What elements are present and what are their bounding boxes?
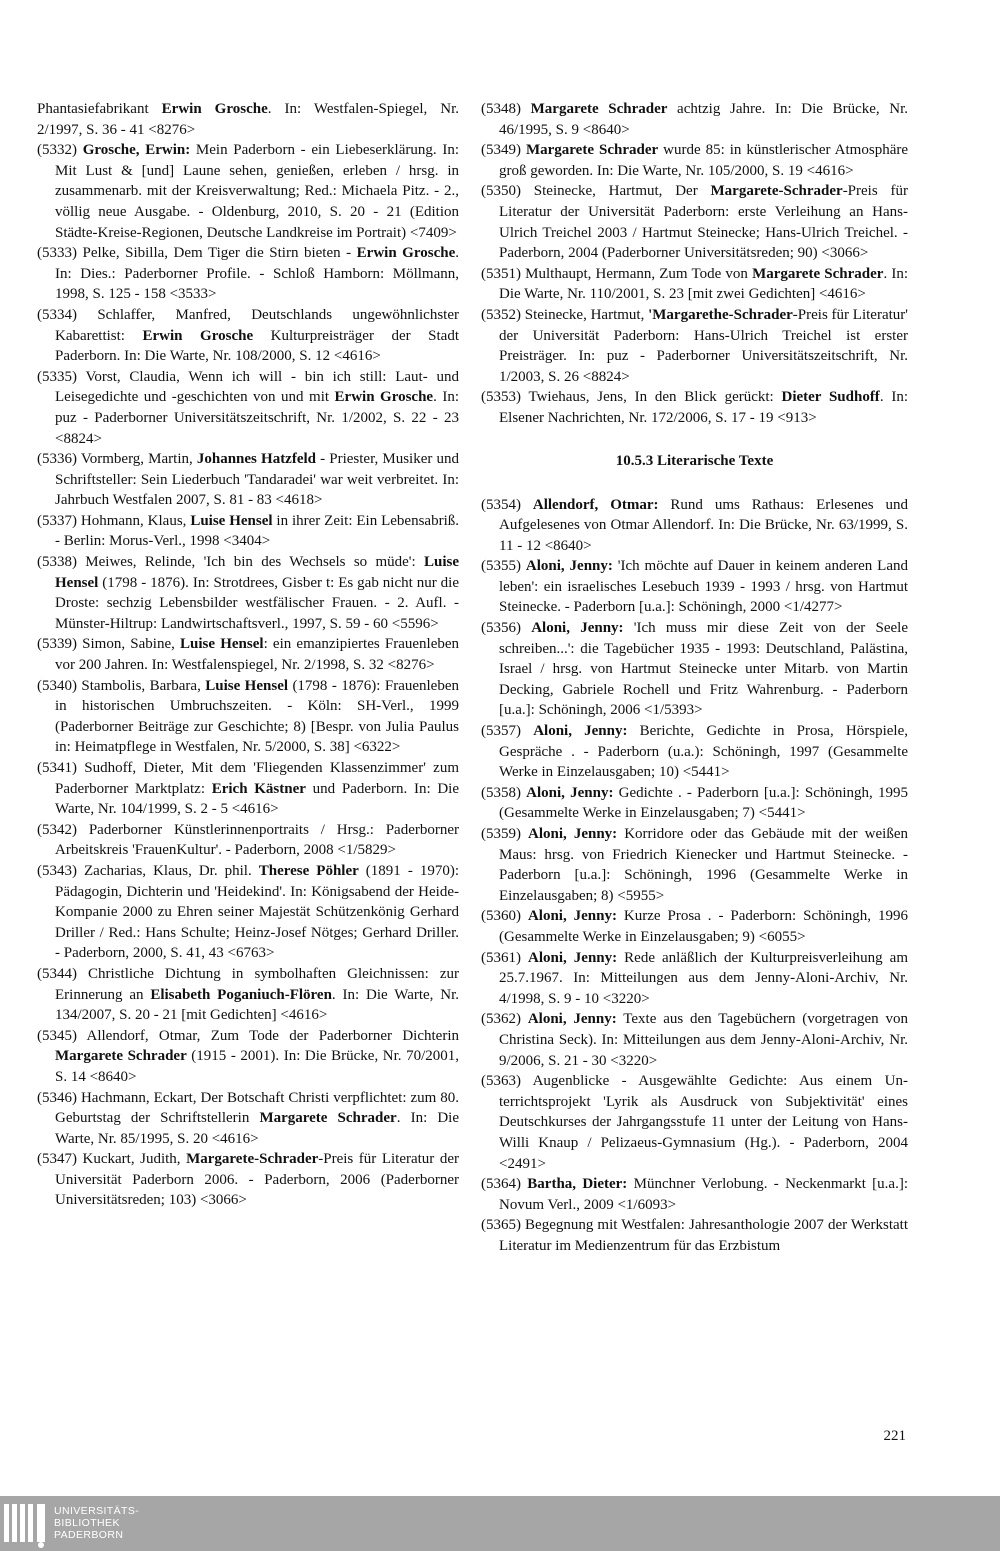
bibliography-entry	[481, 618, 908, 721]
bibliography-entry	[481, 1215, 908, 1256]
bibliography-entry	[481, 181, 908, 263]
entry-text: (5336) Vormberg, Martin,	[37, 451, 197, 468]
page-number: 221	[883, 1428, 906, 1444]
entry-text: (5354)	[481, 496, 533, 513]
bibliography-entry	[37, 243, 459, 305]
entry-text: : ein emanzipiertes Frauenleben vor 200 Jahren. In: Westfalenspiegel, Nr. 2/1998, S. 32 <8276>	[55, 636, 460, 674]
bibliography-entry	[37, 140, 459, 243]
entry-highlight: Erwin Grosche	[334, 389, 434, 406]
entry-text: (5351) Multhaupt, Hermann, Zum Tode von	[481, 265, 753, 282]
entry-highlight: Erwin Grosche	[142, 327, 254, 344]
bibliography-entry	[37, 552, 459, 634]
bibliography-entry	[481, 556, 908, 618]
bibliography-entry	[37, 1149, 459, 1211]
entry-highlight: 'Margarethe-Schrader	[648, 306, 793, 323]
library-logo	[4, 1504, 154, 1548]
entry-highlight: Margarete Schrader	[259, 1110, 397, 1127]
entry-text: Texte aus den Tagebüchern (vorgetragen von Christina Seck). In: Mitteilungen aus dem Jenny-Aloni-Archiv, Nr. 9/2006, S. 21 - 30 <3220>	[499, 1011, 908, 1069]
entry-text: achtzig Jahre. In: Die Brücke, Nr. 46/1995, S. 9 <8640>	[499, 101, 909, 138]
bibliography-entry	[481, 305, 908, 387]
bibliography-entry	[481, 387, 908, 428]
entry-highlight: Luise Hensel	[205, 677, 289, 694]
entry-highlight: Margarete Schrader	[530, 101, 668, 117]
entry-text: (5342) Paderborner Künstlerinnenportraits / Hrsg.: Paderborner Arbeitskreis 'FrauenKultur'. - Paderborn, 2008 <1/5829>	[37, 821, 459, 859]
bibliography-entry	[37, 634, 459, 675]
bibliography-entry	[37, 1026, 459, 1088]
entry-highlight: Aloni, Jenny:	[528, 949, 618, 966]
entry-text: (5338) Meiwes, Relinde, 'Ich bin des Wechsels so müde':	[37, 554, 424, 571]
entry-text: in ihrer Zeit: Ein Lebensabriß. - Berlin: Morus-Verl., 1998 <3404>	[55, 512, 459, 550]
logo-line-1: UNIVERSITÄTS-	[54, 1505, 140, 1517]
bibliography-entry	[37, 99, 459, 140]
bibliography-entry	[37, 758, 459, 820]
entry-highlight: Margarete Schrader	[55, 1048, 187, 1065]
entry-text: (5340) Stambolis, Barbara,	[37, 677, 206, 694]
entry-text: (5344) Christliche Dichtung in symbolhaften Gleichnissen: zur Erinnerung an	[37, 965, 459, 1003]
bibliography-entry	[481, 140, 908, 181]
bibliography-entry	[481, 495, 908, 557]
entry-text: (5333) Pelke, Sibilla, Dem Tiger die Stirn bieten -	[37, 245, 357, 262]
bibliography-entry	[37, 449, 459, 511]
entry-text: Gedichte . - Paderborn [u.a.]: Schöningh, 1995 (Gesammelte Werke in Einzelausgaben; 7) <5441>	[499, 784, 908, 822]
entry-text: Kulturpreisträger der Stadt Paderborn. In: Die Warte, Nr. 108/2000, S. 12 <4616>	[55, 327, 459, 365]
entry-highlight: Erwin Grosche	[356, 245, 456, 262]
entry-text: (5345) Allendorf, Otmar, Zum Tode der Paderborner Dichterin	[37, 1027, 459, 1044]
entry-highlight: Erich Kästner	[211, 780, 306, 797]
entry-text: (5361)	[481, 949, 529, 966]
bibliography-entry	[481, 721, 908, 783]
entry-highlight: Luise Hensel	[180, 636, 264, 653]
entry-highlight: Luise Hensel	[55, 554, 459, 591]
bibliography-entry	[481, 906, 908, 947]
entry-highlight: Bartha, Dieter:	[527, 1176, 628, 1193]
entry-text: (5359)	[481, 826, 529, 842]
entry-highlight: Grosche, Erwin:	[82, 142, 191, 159]
entry-text: (5358)	[481, 784, 527, 801]
left-column	[37, 99, 459, 1211]
entry-highlight: Margarete-Schrader	[186, 1151, 319, 1168]
entry-text: -Preis für Literatur der Universität Paderborn: erste Verleihung an Hans-Ulrich Treichel 2003 / Hartmut Steinecke; Hans-Ulrich Treichel. - Paderborn, 2004 (Paderborner Universitätsreden; 90) <3066>	[499, 183, 908, 262]
entry-highlight: Elisabeth Poganiuch-Flören	[150, 986, 332, 1003]
entry-highlight: Erwin Grosche	[161, 101, 268, 117]
entry-text: 'Ich muss mir diese Zeit von der Seele schreiben...': die Tagebücher 1935 - 1993: Deutschland, Palästina, Israel / hrsg. von Hartmut Steinecke unter Mitarb. von Martin Decking, Gabriele Rochell und Fritz Wahrenburg. - Paderborn [u.a.]: Schöningh, 2006 <1/5393>	[499, 620, 908, 719]
entry-highlight: Aloni, Jenny:	[527, 1011, 617, 1028]
entry-text: Rede anläßlich der Kulturpreisverleihung am 25.7.1967. In: Mitteilungen aus dem Jenny-Aloni-Archiv, Nr. 4/1998, S. 9 - 10 <3220>	[499, 949, 908, 1007]
entry-text: . In: puz - Paderborner Universitätszeitschrift, Nr. 1/2002, S. 22 - 23 <8824>	[55, 389, 459, 447]
entry-text: (5355)	[481, 558, 526, 575]
entry-text: 'Ich möchte auf Dauer in keinem anderen Land leben': ein israelisches Lesebuch 1939 - 1993 / hrsg. von Hartmut Steinecke. - Paderborn [u.a.]: Schöningh, 2000 <1/4277>	[499, 558, 908, 616]
right-column-bottom-entries	[481, 495, 908, 1257]
section-heading: 10.5.3 Literarische Texte	[615, 452, 774, 469]
entry-highlight: Aloni, Jenny:	[525, 558, 613, 575]
entry-highlight: Margarete Schrader	[525, 142, 659, 159]
entry-text: . In: Die Warte, Nr. 85/1995, S. 20 <4616>	[55, 1110, 459, 1147]
entry-text: (5357)	[481, 723, 534, 740]
footer-bar	[0, 1496, 1000, 1551]
entry-text: -Preis für Literatur der Universität Paderborn 2006. - Paderborn, 2006 (Paderborner Universitätsreden; 103) <3066>	[55, 1151, 459, 1209]
bibliography-entry	[481, 824, 908, 906]
entry-text: (5364)	[481, 1176, 528, 1193]
entry-text: (5332)	[37, 142, 83, 159]
entry-text: (5363) Augenblicke - Ausgewählte Gedichte: Aus einem Unterrichtsprojekt 'Lyrik als Ausdruck von Subjektivität' eines Deutschkurses der Jahrgangsstufe 11 unter der Leitung von Hans-Willi Knaup / Pelizaeus-Gymnasium (Hg.). - Paderborn, 2004 <2491>	[481, 1073, 908, 1172]
entry-text: und Paderborn. In: Die Warte, Nr. 104/1999, S. 2 - 5 <4616>	[55, 780, 459, 818]
entry-text: (5365) Begegnung mit Westfalen: Jahresanthologie 2007 der Werkstatt Literatur im Medienzentrum für das Erzbistum	[481, 1217, 908, 1254]
bibliography-entry	[37, 367, 459, 449]
entry-text: (5347) Kuckart, Judith,	[37, 1151, 187, 1168]
bibliography-entry	[37, 305, 459, 367]
entry-text: (5346) Hachmann, Eckart, Der Botschaft Christi verpflichtet: zum 80. Geburtstag der Schriftstellerin	[37, 1089, 459, 1127]
entry-text: (5360)	[481, 908, 528, 925]
bibliography-entry	[481, 99, 908, 140]
entry-highlight: Margarete Schrader	[752, 265, 884, 282]
entry-text: Korridore oder das Gebäude mit der weißen Maus: hrsg. von Friedrich Kienecker und Hartmut Steinecke. - Paderborn [u.a.]: Schöningh, 1996 (Gesammelte Werke in Einzelausgaben; 8) <5955>	[499, 826, 908, 904]
bibliography-entry	[37, 1088, 459, 1150]
entry-text: -Preis für Literatur' der Universität Paderborn: Hans-Ulrich Treichel ist erster Preisträger. In: puz - Paderborner Universitätszeitschrift, Nr. 1/2003, S. 26 <8824>	[499, 306, 908, 385]
bibliography-entry	[481, 1009, 908, 1071]
entry-text: - Priester, Musiker und Schriftsteller: Sein Liederbuch 'Tandaradei' war weit verbreitet. In: Jahrbuch Westfalen 2007, S. 81 - 83 <4618>	[55, 451, 459, 509]
entry-text: (5341) Sudhoff, Dieter, Mit dem 'Fliegenden Klassenzimmer' zum Paderborner Marktplatz:	[37, 760, 459, 797]
entry-text: (5335) Vorst, Claudia, Wenn ich will - bin ich still: Laut- und Leisegedichte und -geschichten von und mit	[37, 368, 459, 406]
entry-highlight: Therese Pöhler	[258, 862, 359, 879]
entry-text: wurde 85: in künstlerischer Atmosphäre groß geworden. In: Die Warte, Nr. 105/2000, S. 19 <4616>	[499, 142, 909, 179]
entry-text: (5334) Schlaffer, Manfred, Deutschlands ungewöhnlichster Kabarettist:	[37, 306, 459, 344]
bibliography-entry	[481, 783, 908, 824]
entry-text: (5339) Simon, Sabine,	[37, 636, 181, 653]
entry-text: (1915 - 2001). In: Die Brücke, Nr. 70/2001, S. 14 <8640>	[55, 1048, 459, 1085]
entry-text: . In: Die Warte, Nr. 110/2001, S. 23 [mit zwei Gedichten] <4616>	[499, 265, 909, 303]
logo-line-3: PADERBORN	[54, 1529, 124, 1541]
entry-highlight: Dieter Sudhoff	[781, 389, 880, 406]
entry-highlight: Luise Hensel	[190, 512, 273, 529]
bibliography-entry	[481, 264, 908, 305]
right-column-top-entries	[481, 99, 908, 429]
entry-text: Berichte, Gedichte in Prosa, Hörspiele, Gespräche . - Paderborn (u.a.): Schöningh, 1997 (Gesammelte Werke in Einzelausgaben; 10) <5441>	[499, 723, 908, 781]
entry-text: (5362)	[481, 1011, 528, 1028]
library-logo-text	[54, 1505, 139, 1541]
bibliography-entry	[37, 820, 459, 861]
entry-text: (1891 - 1970): Pädagogin, Dichterin und 'Heidekind'. In: Königsabend der Heide-Kompanie 2000 zu Ehren seiner Majestät Schützenkönig Gerhard Driller / Red.: Hans Schulte; Heinz-Josef Nötges; Gerhard Driller. - Paderborn, 2000, S. 41, 43 <6763>	[55, 862, 459, 962]
entry-text: (5352) Steinecke, Hartmut,	[481, 306, 649, 323]
entry-text: (5353) Twiehaus, Jens, In den Blick gerückt:	[481, 389, 782, 406]
library-logo-dot-icon	[38, 1542, 44, 1548]
entry-text: . In: Dies.: Paderborner Profile. - Schloß Hamborn: Möllmann, 1998, S. 125 - 158 <3533>	[55, 245, 459, 303]
entry-text: (1798 - 1876): Frauenleben in historischen Umbruchszeiten. - Köln: SH-Verl., 1999 (Paderborner Beiträge zur Geschichte; 8) [Bespr. von Julia Paulus in: Heimatpflege in Westfalen, Nr. 5/2000, S. 38] <6322>	[55, 677, 459, 756]
bibliography-entry	[481, 948, 908, 1010]
entry-highlight: Aloni, Jenny:	[527, 908, 617, 925]
bibliography-entry	[37, 676, 459, 758]
entry-text: Münchner Verlobung. - Neckenmarkt [u.a.]: Novum Verl., 2009 <1/6093>	[499, 1176, 908, 1213]
entry-text: . In: Elsener Nachrichten, Nr. 172/2006, S. 17 - 19 <913>	[499, 389, 908, 426]
entry-text: . In: Westfalen-Spiegel, Nr. 2/1997, S. 36 - 41 <8276>	[37, 101, 459, 138]
bibliography-entry	[37, 964, 459, 1026]
entry-text: (5337) Hohmann, Klaus,	[37, 512, 191, 529]
entry-text: Rund ums Rathaus: Erlesenes und Aufgelesenes von Otmar Allendorf. In: Die Brücke, Nr. 63/1999, S. 11 - 12 <8640>	[499, 496, 908, 554]
entry-highlight: Aloni, Jenny:	[533, 723, 628, 740]
entry-text: Phantasiefabrikant	[37, 101, 162, 117]
entry-text: (5350) Steinecke, Hartmut, Der	[481, 183, 711, 200]
entry-text: Kurze Prosa . - Paderborn: Schöningh, 1996 (Gesammelte Werke in Einzelausgaben; 9) <6055>	[499, 908, 908, 945]
bibliography-entry	[37, 511, 459, 552]
library-logo-bars-icon	[4, 1504, 48, 1544]
entry-text: (5343) Zacharias, Klaus, Dr. phil.	[37, 862, 259, 879]
entry-highlight: Aloni, Jenny:	[528, 826, 618, 842]
entry-text: (5349)	[481, 142, 526, 159]
entry-text: . In: Die Warte, Nr. 134/2007, S. 20 - 21 [mit Gedichten] <4616>	[55, 986, 460, 1024]
entry-text: Mein Paderborn - ein Liebeserklärung. In: Mit Lust & [und] Laune sehen, genießen, erleben / hrsg. in zusammenarb. mit der Kreisverwaltung; Red.: Michaela Pitz. - 2., völlig neue Ausgabe. - Oldenburg, 2010, S. 20 - 21 (Edition Städte-Kreise-Regionen, Deutsche Landkreise im Portrait) <7409>	[55, 142, 459, 241]
bibliography-entry	[481, 1174, 908, 1215]
entry-text: (5348)	[481, 101, 531, 117]
entry-text: (5356)	[481, 620, 532, 637]
entry-highlight: Allendorf, Otmar:	[532, 496, 659, 513]
entry-highlight: Aloni, Jenny:	[531, 620, 624, 637]
entry-highlight: Aloni, Jenny:	[526, 784, 614, 801]
logo-line-2: BIBLIOTHEK	[54, 1517, 120, 1529]
entry-text: (1798 - 1876). In: Strotdrees, Gisber t: Es gab nicht nur die Droste: sechzig Lebensbilder westfälischer Frauen. - 2. Aufl. - Münster-Hiltrup: Landwirtschaftsverl., 1997, S. 59 - 60 <5596>	[55, 574, 459, 632]
entry-highlight: Margarete-Schrader	[710, 183, 843, 200]
bibliography-entry	[37, 861, 459, 964]
right-column	[481, 99, 908, 1256]
bibliography-entry	[481, 1071, 908, 1174]
entry-highlight: Johannes Hatzfeld	[196, 451, 317, 468]
